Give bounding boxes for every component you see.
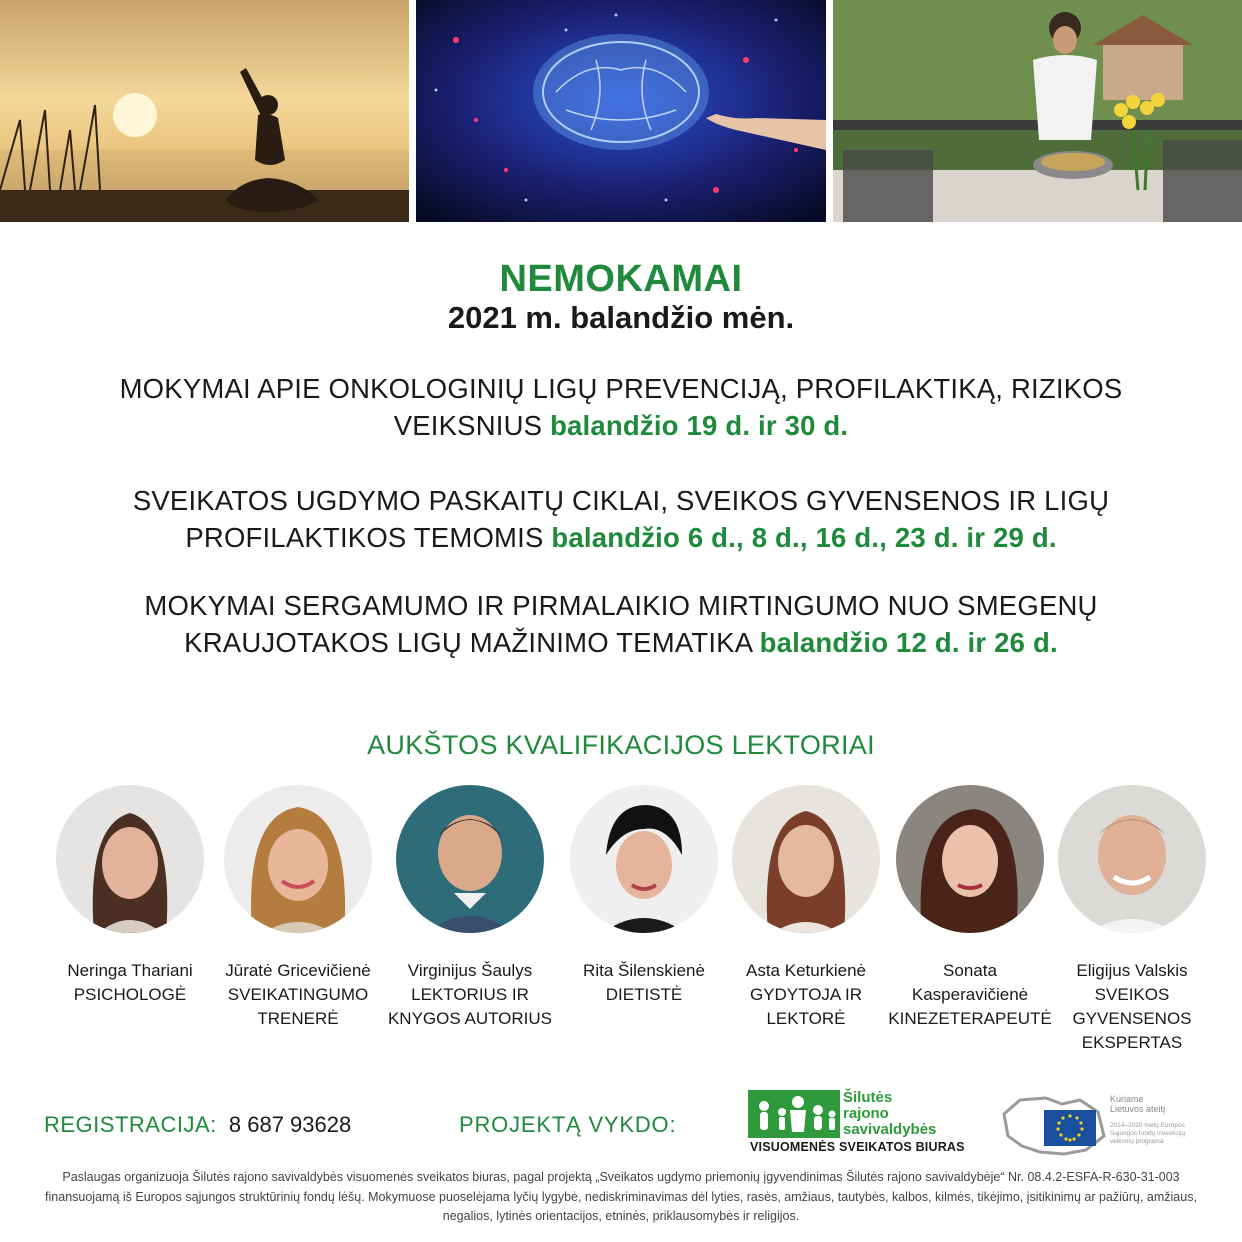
brain-network-image <box>416 0 826 222</box>
topic-dates: balandžio 12 d. ir 26 d. <box>759 627 1058 658</box>
lecturer-role: DIETISTĖ <box>605 985 683 1004</box>
lecturer-card <box>722 785 890 1031</box>
registration-label: REGISTRACIJA: <box>44 1112 217 1137</box>
logo-line-1: Šilutės <box>843 1089 893 1106</box>
lithuania-map-icon <box>1000 1092 1110 1162</box>
lecturer-role: PSICHOLOGĖ <box>73 985 187 1004</box>
lecturers-heading: AUKŠTOS KVALIFIKACIJOS LEKTORIAI <box>367 730 875 760</box>
logo-line-4: VISUOMENĖS SVEIKATOS BIURAS <box>750 1140 965 1154</box>
subheadline: 2021 m. balandžio mėn. <box>447 300 795 335</box>
yoga-silhouette-image <box>0 0 409 222</box>
topic-stroke-prevention <box>0 587 1242 661</box>
logo-line-2: rajono <box>843 1105 889 1122</box>
avatar <box>1058 785 1206 933</box>
lecturer-name: Sonata Kasperavičienė <box>911 961 1029 1004</box>
lecturer-role: SVEIKOS GYVENSENOS EKSPERTAS <box>1072 985 1192 1052</box>
topic-text: MOKYMAI SERGAMUMO IR PIRMALAIKIO MIRTINGUMO NUO SMEGENŲ KRAUJOTAKOS LIGŲ MAŽINIMO TEMATIKA <box>144 590 1098 658</box>
lecturer-name: Eligijus Valskis <box>1076 961 1188 980</box>
topic-oncology <box>0 370 1242 444</box>
registration-phone[interactable]: 8 687 93628 <box>228 1112 352 1137</box>
avatar <box>896 785 1044 933</box>
topic-text: SVEIKATOS UGDYMO PASKAITŲ CIKLAI, SVEIKOS GYVENSENOS IR LIGŲ PROFILAKTIKOS TEMOMIS <box>132 485 1110 553</box>
topic-dates: balandžio 19 d. ir 30 d. <box>550 410 849 441</box>
lecturer-role: SVEIKATINGUMO TRENERĖ <box>227 985 369 1028</box>
lecturer-card <box>560 785 728 1007</box>
woman-cooking-image <box>833 0 1242 222</box>
lecturer-name: Neringa Thariani <box>67 961 193 980</box>
lecturer-name: Asta Keturkienė <box>745 961 866 980</box>
lecturer-card <box>214 785 382 1031</box>
eu-line-1: Kuriame <box>1110 1094 1144 1104</box>
avatar <box>56 785 204 933</box>
topic-health-education <box>0 482 1242 556</box>
project-label: PROJEKTĄ VYKDO: <box>459 1112 677 1137</box>
lecturer-name: Jūratė Gricevičienė <box>225 961 371 980</box>
lecturer-role: LEKTORIUS IR KNYGOS AUTORIUS <box>387 985 553 1028</box>
registration <box>44 1112 351 1138</box>
topic-dates: balandžio 6 d., 8 d., 16 d., 23 d. ir 29 d. <box>551 522 1057 553</box>
lecturer-card <box>46 785 214 1007</box>
family-icon <box>748 1090 840 1138</box>
logo-line-3: savivaldybės <box>843 1121 937 1138</box>
lecturer-role: KINEZETERAPEUTĖ <box>888 1009 1052 1028</box>
eu-funds-logo <box>1000 1092 1200 1162</box>
eu-line-2: Lietuvos ateitį <box>1110 1104 1166 1114</box>
avatar <box>570 785 718 933</box>
savivaldybe-logo <box>748 1089 965 1156</box>
lecturer-card <box>386 785 554 1031</box>
lecturer-role: GYDYTOJA IR LEKTORĖ <box>749 985 863 1028</box>
headline: NEMOKAMAI <box>499 258 743 300</box>
avatar <box>732 785 880 933</box>
footer-disclaimer: Paslaugas organizuoja Šilutės rajono savivaldybės visuomenės sveikatos biuras, pagal projektą „Sveikatos ugdymo priemonių įgyvendinimas Šilutės rajono savivaldybėje“ Nr. 08.4.2-ESFA-R-630-31-003 finansuojamą iš Europos sąjungos struktūrinių fondų lėšų. Mokymuose puoselėjama lyčių lygybė, nediskriminavimas dėl lyties, rasės, amžiaus, tautybės, kalbos, kilmės, tikėjimo, įsitikinimų ar pažiūrų, amžiaus, negalios, lytinės orientacijos, etninės, priklausomybės ir religijos. <box>45 1170 1197 1223</box>
topic-text: MOKYMAI APIE ONKOLOGINIŲ LIGŲ PREVENCIJĄ, PROFILAKTIKĄ, RIZIKOS VEIKSNIUS <box>119 373 1123 441</box>
eu-program-text: 2014–2020 metų Europos Sąjungos fondų investicijų veiksmų programa <box>1110 1122 1186 1145</box>
lecturer-name: Rita Šilenskienė <box>583 961 705 980</box>
lecturer-name: Virginijus Šaulys <box>407 961 533 980</box>
lecturer-card <box>886 785 1054 1031</box>
avatar <box>396 785 544 933</box>
lecturer-card <box>1048 785 1216 1055</box>
avatar <box>224 785 372 933</box>
